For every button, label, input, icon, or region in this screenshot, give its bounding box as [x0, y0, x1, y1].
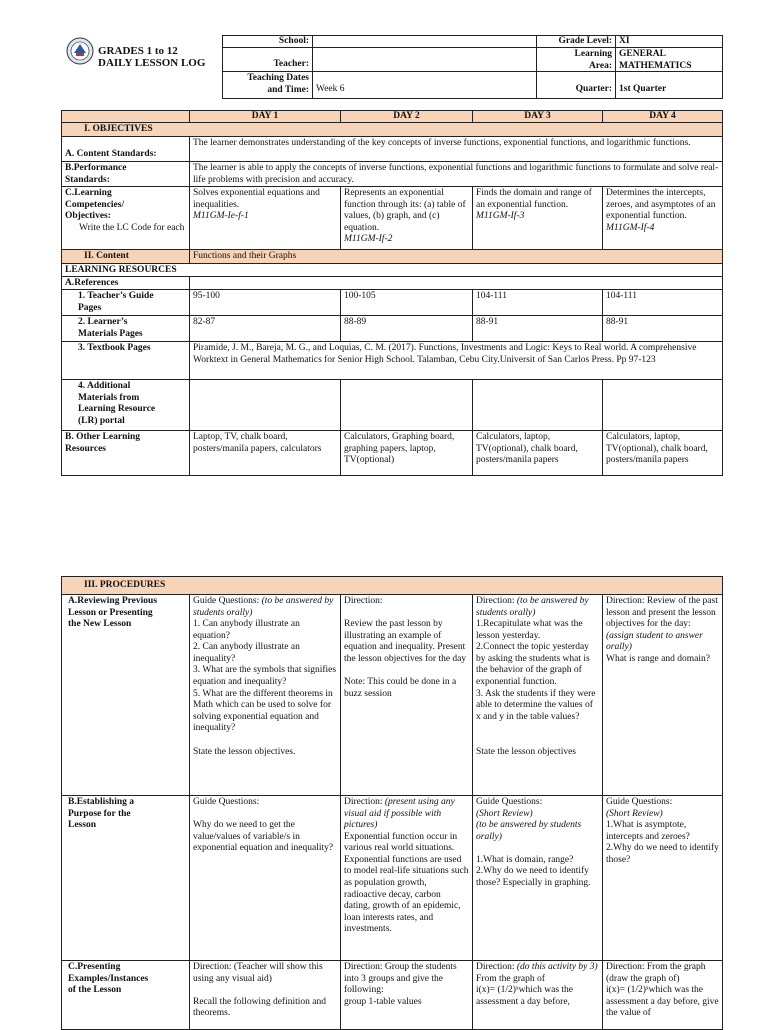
area-label: Learning Area: [536, 47, 616, 72]
teacher-value[interactable] [312, 47, 537, 72]
competencies-label-cell [61, 186, 190, 250]
additional-materials-day3 [472, 379, 603, 431]
competency-day2 [340, 186, 473, 250]
learners-materials-day3: 88-91 [472, 315, 603, 342]
content-standards-label: A. Content Standards: [61, 136, 190, 162]
content-standards-text: The learner demonstrates understanding of the key concepts of inverse functions, exponential functions, and logarithmic functions. [189, 136, 723, 162]
additional-materials-day1 [189, 379, 341, 431]
day-header-2: DAY 2 [340, 110, 473, 123]
procedure-b-day2: Direction: (present using any visual aid if possible with pictures) Exponential function occur in various real world situations. Exponential functions are used to model real-life situations such as population growth, radioactive decay, carbon dating, growth of an epidemic, loan interests rates, and investments. [340, 795, 473, 961]
additional-materials-label: 4. Additional Materials from Learning Resource (LR) portal [61, 379, 190, 431]
teacher-label: Teacher: [222, 47, 313, 72]
procedure-b-day3: Guide Questions: (Short Review) (to be answered by students orally) 1.What is domain, range? 2.Why do we need to identify those? Especially in graphing. [472, 795, 603, 961]
grade-value[interactable]: XI [615, 35, 723, 48]
competency-day4 [602, 186, 723, 250]
other-resources-day4: Calculators, laptop, TV(optional), chalk board, posters/manila papers [602, 430, 723, 476]
textbook-label: 3. Textbook Pages [61, 341, 190, 380]
header-title-line1: GRADES 1 to 12 [98, 45, 178, 57]
school-label: School: [222, 35, 313, 48]
other-resources-day1: Laptop, TV, chalk board, posters/manila papers, calculators [189, 430, 341, 476]
competency-text: Determines the intercepts, zeroes, and asymptotes of an exponential function. [606, 188, 716, 222]
procedure-c-day2: Direction: Group the students into 3 groups and give the following: group 1-table values [340, 960, 473, 1030]
header-logo [66, 37, 94, 65]
competencies-label: C.Learning Competencies/ Objectives: [65, 188, 125, 222]
performance-standards-label: B.Performance Standards: [61, 161, 190, 187]
competency-day3 [472, 186, 603, 250]
dates-label: Teaching Dates and Time: [222, 71, 313, 99]
day-header-3: DAY 3 [472, 110, 603, 123]
teachers-guide-day3: 104-111 [472, 289, 603, 316]
procedure-c-day4: Direction: From the graph (draw the graph of) i(x)= (1/2)ˣwhich was the assessment a day before, give the value of [602, 960, 723, 1030]
day-header-4: DAY 4 [602, 110, 723, 123]
dates-value[interactable]: Week 6 [312, 71, 537, 99]
performance-standards-text: The learner is able to apply the concepts of inverse functions, exponential functions and logarithmic functions to formulate and solve real-life problems with precision and accuracy. [189, 161, 723, 187]
competency-code: M11GM-If-4 [606, 222, 655, 233]
content-section: II. Content [61, 249, 190, 264]
objectives-section: I. OBJECTIVES [61, 122, 723, 137]
quarter-label: Quarter: [536, 71, 616, 99]
other-resources-day2: Calculators, Graphing board, graphing papers, laptop, TV(optional) [340, 430, 473, 476]
procedure-b-day4: Guide Questions: (Short Review) 1.What is asymptote, intercepts and zeroes? 2.Why do we need to identify those? [602, 795, 723, 961]
area-value[interactable]: GENERAL MATHEMATICS [615, 47, 723, 72]
procedure-a-day3: Direction: (to be answered by students orally) 1.Recapitulate what was the lesson yesterday. 2.Connect the topic yesterday by asking the students what is the behavior of the graph of exponential function. 3. Ask the students if they were able to determine the values of x and y in the table values? State the lesson objectives [472, 594, 603, 796]
competency-text: Solves exponential equations and inequalities. [193, 188, 320, 210]
teachers-guide-day4: 104-111 [602, 289, 723, 316]
references-blank [189, 276, 723, 290]
teachers-guide-day2: 100-105 [340, 289, 473, 316]
additional-materials-day4 [602, 379, 723, 431]
competency-day1 [189, 186, 341, 250]
other-resources-label: B. Other Learning Resources [61, 430, 190, 476]
references-label: A.References [61, 276, 190, 290]
learners-materials-label: 2. Learner’s Materials Pages [61, 315, 190, 342]
learners-materials-day1: 82-87 [189, 315, 341, 342]
textbook-text: Piramide, J. M., Bareja, M. G., and Loquias, C. M. (2017). Functions, Investments and Logic: Keys to Real world. A comprehensive Worktext in General Mathematics for Senior High School. Talamban, Cebu City.Universit of San Carlos Press. Pp 97-123 [189, 341, 723, 380]
learners-materials-day4: 88-91 [602, 315, 723, 342]
quarter-value[interactable]: 1st Quarter [615, 71, 723, 99]
teachers-guide-day1: 95-100 [189, 289, 341, 316]
deped-seal-logo-icon [66, 37, 94, 65]
competency-code: M11GM-If-3 [476, 211, 525, 222]
day-header-1: DAY 1 [189, 110, 341, 123]
content-text: Functions and their Graphs [189, 249, 723, 264]
procedure-c-label: C.Presenting Examples/Instances of the Lesson [61, 960, 190, 1030]
procedure-a-label: A.Reviewing Previous Lesson or Presenting the New Lesson [61, 594, 190, 796]
learners-materials-day2: 88-89 [340, 315, 473, 342]
competency-code: M11GM-If-2 [344, 234, 393, 245]
competencies-note: Write the LC Code for each [79, 222, 185, 233]
learning-resources-title: LEARNING RESOURCES [61, 263, 723, 277]
procedure-a-day1: Guide Questions: (to be answered by students orally) 1. Can anybody illustrate an equation? 2. Can anybody illustrate an inequality? 3. What are the symbols that signifies equation and inequality? 5. What are the different theorems in Math which can be used to solve for solving exponential equation and inequality? State the lesson objectives. [189, 594, 341, 796]
procedure-b-day1: Guide Questions: Why do we need to get the value/values of variable/s in exponential equation and inequality? [189, 795, 341, 961]
additional-materials-day2 [340, 379, 473, 431]
other-resources-day3: Calculators, laptop, TV(optional), chalk board, posters/manila papers [472, 430, 603, 476]
competency-text: Represents an exponential function through its: (a) table of values, (b) graph, and (c) equation. [344, 188, 466, 233]
header-title-line2: DAILY LESSON LOG [98, 57, 206, 69]
procedure-a-day2: Direction: Review the past lesson by illustrating an example of equation and inequality. Present the lesson objectives for the day Note: This could be done in a buzz session [340, 594, 473, 796]
competency-text: Finds the domain and range of an exponential function. [476, 188, 592, 210]
competency-code: M11GM-Ie-f-1 [193, 211, 249, 222]
procedure-a-day4: Direction: Review of the past lesson and present the lesson objectives for the day: (assign student to answer orally) What is range and domain? [602, 594, 723, 796]
procedure-c-day1: Direction: (Teacher will show this using any visual aid) Recall the following definition and theorems. [189, 960, 341, 1030]
teachers-guide-label: 1. Teacher’s Guide Pages [61, 289, 190, 316]
procedure-c-day3: Direction: (do this activity by 3) From the graph of i(x)= (1/2)ˣwhich was the assessment a day before, [472, 960, 603, 1030]
grade-label: Grade Level: [536, 35, 616, 48]
procedure-b-label: B.Establishing a Purpose for the Lesson [61, 795, 190, 961]
procedures-section: III. PROCEDURES [61, 576, 723, 595]
